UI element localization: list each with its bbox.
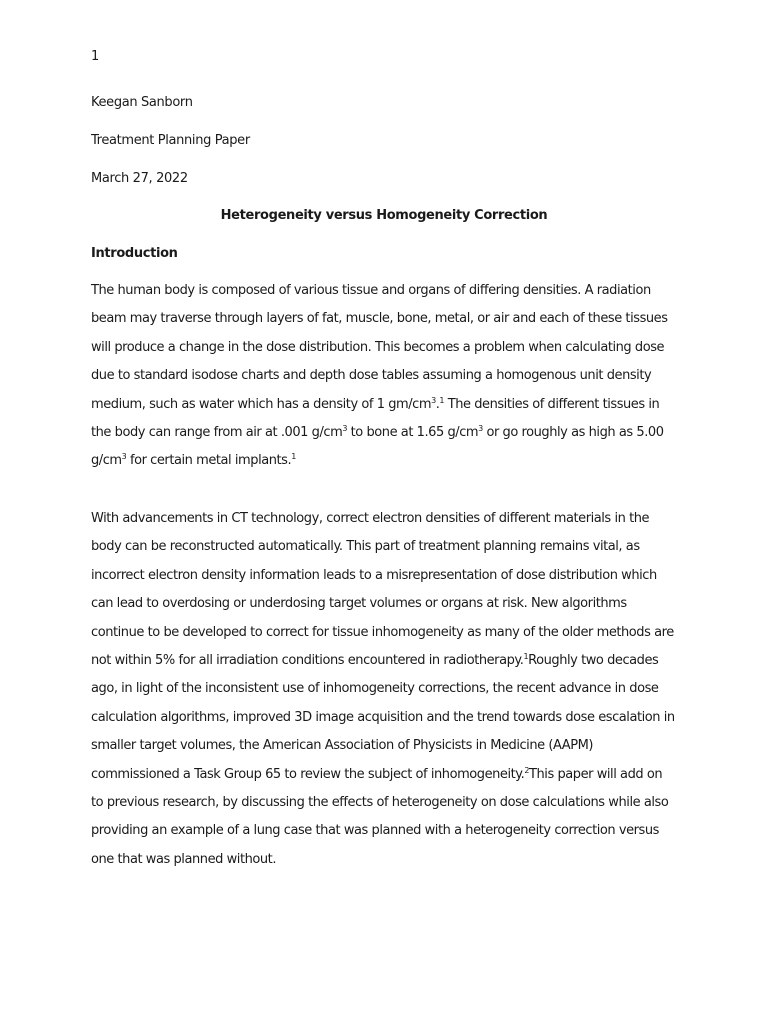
page-number: 1 xyxy=(91,49,99,64)
paragraph-introduction-2 xyxy=(91,509,691,878)
citation-superscript: 1 xyxy=(523,651,529,661)
text-run: the body can range from air at .001 g/cm xyxy=(91,424,343,440)
paragraph-line: beam may traverse through layers of fat, muscle, bone, metal, or air and each of these tissues xyxy=(91,311,668,327)
paragraph-line xyxy=(91,395,691,423)
paragraph-line: calculation algorithms, improved 3D image acquisition and the trend towards dose escalation in xyxy=(91,709,675,725)
citation-superscript: 2 xyxy=(524,765,530,775)
paragraph-line: ago, in light of the inconsistent use of inhomogeneity corrections, the recent advance in dose xyxy=(91,681,659,697)
text-run: This paper will add on xyxy=(529,766,663,782)
paragraph-introduction-1 xyxy=(91,281,691,480)
paragraph-line: incorrect electron density information leads to a misrepresentation of dose distribution which xyxy=(91,567,657,583)
text-run: . xyxy=(435,396,440,412)
paragraph-line xyxy=(91,765,691,793)
paragraph-line xyxy=(91,451,691,479)
superscript: 3 xyxy=(478,423,483,433)
text-run: medium, such as water which has a density of 1 gm/cm xyxy=(91,396,432,412)
paragraph-line: can lead to overdosing or underdosing target volumes or organs at risk. New algorithms xyxy=(91,596,627,612)
superscript: 3 xyxy=(121,452,127,462)
text-run: Roughly two decades xyxy=(528,652,659,668)
citation-superscript: 1 xyxy=(291,452,296,462)
text-run: to bone at 1.65 g/cm xyxy=(346,424,479,440)
citation-superscript: 1 xyxy=(439,395,445,405)
paragraph-line xyxy=(91,651,691,679)
section-heading: Introduction xyxy=(91,246,178,261)
text-run: not within 5% for all irradiation conditions encountered in radiotherapy. xyxy=(91,652,524,668)
paragraph-line: due to standard isodose charts and depth dose tables assuming a homogenous unit density xyxy=(91,368,652,384)
paragraph-line: With advancements in CT technology, correct electron densities of different materials in the xyxy=(91,511,650,526)
superscript: 3 xyxy=(431,395,436,405)
text-run: for certain metal implants. xyxy=(126,453,292,469)
author-name: Keegan Sanborn xyxy=(91,95,193,110)
text-run: commissioned a Task Group 65 to review the subject of inhomogeneity. xyxy=(91,766,525,782)
document-date: March 27, 2022 xyxy=(91,171,188,186)
text-run: or go roughly as high as 5.00 xyxy=(482,424,664,440)
paragraph-line: The human body is composed of various tissue and organs of differing densities. A radiation xyxy=(91,283,651,298)
text-run: g/cm xyxy=(91,453,122,469)
paragraph-line: to previous research, by discussing the effects of heterogeneity on dose calculations while also xyxy=(91,794,669,810)
paragraph-line: one that was planned without. xyxy=(91,851,277,867)
superscript: 3 xyxy=(342,423,347,433)
paragraph-line: smaller target volumes, the American Association of Physicists in Medicine (AAPM) xyxy=(91,738,594,754)
text-run: The densities of different tissues in xyxy=(444,396,660,412)
paragraph-line: continue to be developed to correct for tissue inhomogeneity as many of the older methods are xyxy=(91,624,674,640)
paragraph-line: providing an example of a lung case that was planned with a heterogeneity correction versus xyxy=(91,823,659,839)
paragraph-line: will produce a change in the dose distribution. This becomes a problem when calculating dose xyxy=(91,339,665,355)
page-title: Heterogeneity versus Homogeneity Correction xyxy=(220,208,548,223)
course-title: Treatment Planning Paper xyxy=(91,133,250,148)
paragraph-line xyxy=(91,423,691,451)
paragraph-line: body can be reconstructed automatically. This part of treatment planning remains vital, as xyxy=(91,539,640,555)
